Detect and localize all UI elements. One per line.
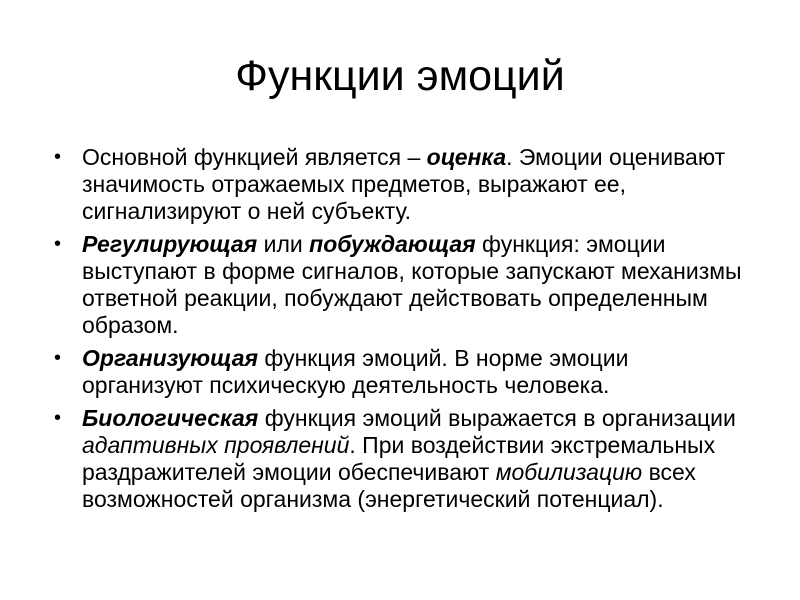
- bullet-dot-icon: •: [54, 233, 62, 255]
- text-run: всех возможностей организма (энергетический потенциал).: [82, 459, 696, 512]
- bullet-text: [82, 144, 725, 224]
- text-run-emphasis: оценка: [426, 144, 507, 170]
- text-run: функция эмоций выражается в организации: [258, 405, 736, 431]
- bullet-dot-icon: •: [54, 407, 62, 429]
- bullet-text: [82, 231, 742, 338]
- bullet-text: [82, 345, 628, 398]
- bullet-item-biological: [52, 405, 752, 513]
- bullet-dot-icon: •: [54, 347, 62, 369]
- slide-title: Функции эмоций: [235, 52, 565, 100]
- text-run-italic: адаптивных проявлений: [82, 432, 350, 458]
- text-run: или: [257, 231, 310, 257]
- bullet-item-organizing: [52, 345, 752, 399]
- text-run: функция эмоций. В норме эмоции организуют психическую деятельность человека.: [82, 345, 629, 398]
- text-run: Основной функцией является –: [82, 144, 427, 170]
- bullet-list: [52, 144, 752, 519]
- text-run-emphasis: Организующая: [82, 345, 259, 371]
- text-run: функция: эмоции выступают в форме сигналов, которые запускают механизмы ответной реакции, побуждают действовать определенным образом.: [82, 231, 742, 338]
- text-run: . Эмоции оценивают значимость отражаемых предметов, выражают ее, сигнализируют о ней субъекту.: [82, 144, 726, 224]
- text-run-italic: мобилизацию: [495, 459, 643, 485]
- bullet-dot-icon: •: [54, 146, 62, 168]
- text-run-emphasis: Регулирующая: [82, 231, 258, 257]
- text-run-emphasis: побуждающая: [309, 231, 476, 257]
- bullet-item-regulating: [52, 231, 752, 339]
- bullet-item-evaluation: [52, 144, 752, 225]
- text-run: . При воздействии экстремальных раздражителей эмоции обеспечивают: [82, 432, 716, 485]
- text-run-emphasis: Биологическая: [82, 405, 259, 431]
- bullet-text: [82, 405, 736, 512]
